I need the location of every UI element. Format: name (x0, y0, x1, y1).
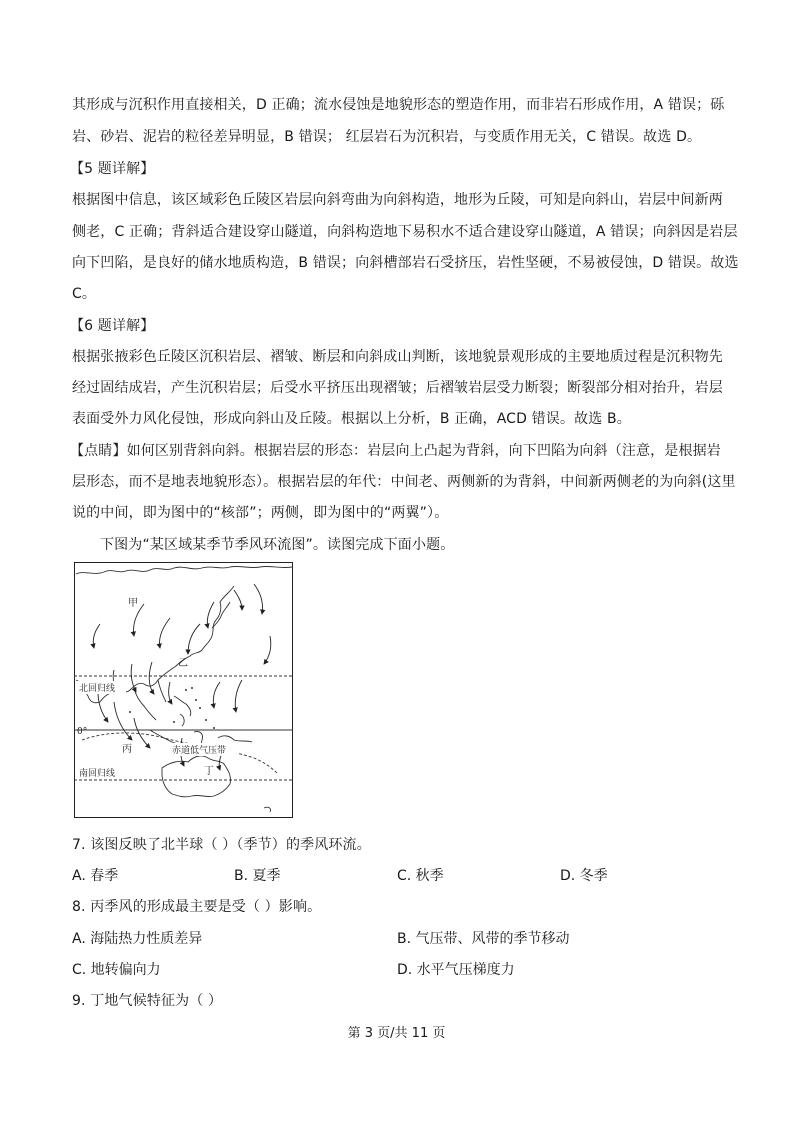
label-bing: 丙 (122, 744, 132, 755)
q8-option-a[interactable]: A. 海陆热力性质差异 (72, 931, 203, 947)
label-equator: 0° (77, 727, 88, 737)
label-tropic-cancer: 北回归线 (79, 684, 116, 694)
text-line: 根据张掖彩色丘陵区沉积岩层、褶皱、断层和向斜成山判断，该地貌景观形成的主要地质过程是沉积物先 (72, 349, 723, 365)
text-line: 岩、砂岩、泥岩的粒径差异明显，B 错误； 红层岩石为沉积岩，与变质作用无关，C 错误。故选 D。 (72, 129, 702, 145)
text-line: 向下凹陷，是良好的储水地质构造，B 错误；向斜槽部岩石受挤压，岩性坚硬，不易被侵蚀，D 错误。故选 (72, 255, 739, 271)
text-line: 侧老，C 正确；背斜适合建设穿山隧道，向斜构造地下易积水不适合建设穿山隧道，A 错误；向斜因是岩层 (72, 224, 738, 240)
label-jia: 甲 (128, 598, 138, 609)
text-line: 其形成与沉积作用直接相关，D 正确；流水侵蚀是地貌形态的塑造作用，而非岩石形成作用，A 错误；砾 (72, 97, 725, 113)
q8-option-b[interactable]: B. 气压带、风带的季节移动 (397, 931, 570, 947)
monsoon-circulation-map (74, 562, 293, 818)
text-line: 根据图中信息，该区域彩色丘陵区岩层向斜弯曲为向斜构造，地形为丘陵，可知是向斜山，岩层中间新两 (72, 192, 723, 208)
text-line: 说的中间，即为图中的“核部”；两侧，即为图中的“两翼”）。 (72, 505, 449, 521)
text-line: C。 (72, 286, 97, 302)
q8-option-c[interactable]: C. 地转偏向力 (72, 962, 161, 978)
q7-option-d[interactable]: D. 冬季 (560, 868, 608, 884)
text-line: 表面受外力风化侵蚀，形成向斜山及丘陵。根据以上分析，B 正确，ACD 错误。故选 B。 (72, 411, 631, 427)
heading-q6-explanation: 【6 题详解】 (70, 318, 155, 334)
question-7-stem: 7. 该图反映了北半球（ ）（季节）的季风环流。 (72, 837, 371, 853)
text-line: 【点睛】如何区别背斜向斜。根据岩层的形态：岩层向上凸起为背斜，向下凹陷为向斜（注意，是根据岩 (70, 443, 721, 459)
label-tropic-capricorn: 南回归线 (79, 769, 116, 779)
heading-q5-explanation: 【5 题详解】 (70, 161, 155, 177)
label-yi: 乙 (178, 658, 188, 669)
question-8-stem: 8. 丙季风的形成最主要是受（ ）影响。 (72, 899, 322, 915)
page-footer: 第 3 页/共 11 页 (347, 1026, 446, 1041)
q7-option-b[interactable]: B. 夏季 (234, 868, 281, 884)
text-line: 经过固结成岩，产生沉积岩层；后受水平挤压出现褶皱；后褶皱岩层受力断裂；断裂部分相对抬升，岩层 (72, 380, 723, 396)
question-9-stem: 9. 丁地气候特征为（ ） (72, 993, 223, 1009)
q8-option-d[interactable]: D. 水平气压梯度力 (397, 962, 515, 978)
text-line: 层形态，而不是地表地貌形态）。根据岩层的年代：中间老、两侧新的为背斜，中间新两侧老的为向斜(这里 (72, 474, 736, 490)
figure-intro: 下图为“某区域某季节季风环流图”。读图完成下面小题。 (100, 537, 455, 553)
label-itcz: 赤道低气压带 (172, 746, 227, 756)
label-ding: 丁 (204, 766, 214, 777)
q7-option-c[interactable]: C. 秋季 (397, 868, 444, 884)
q7-option-a[interactable]: A. 春季 (72, 868, 119, 884)
